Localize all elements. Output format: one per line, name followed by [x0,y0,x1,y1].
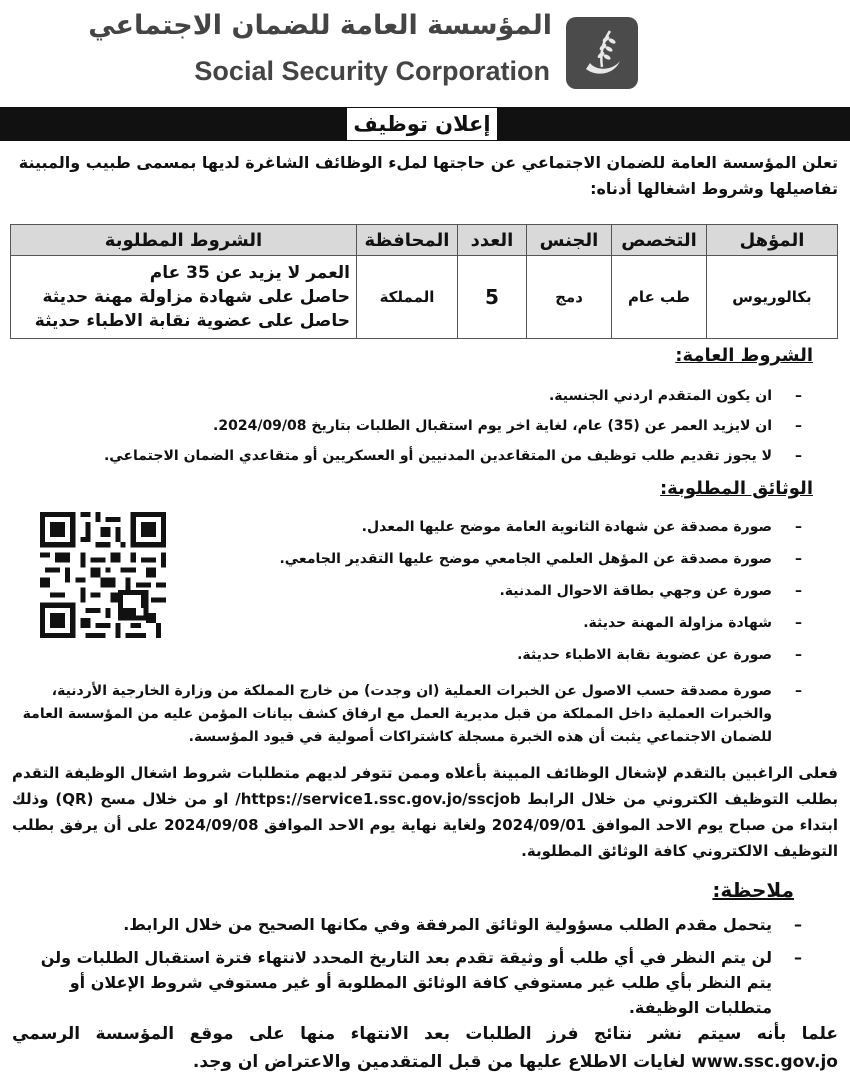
header-qualification: المؤهل [707,225,838,256]
cell-gender: دمج [527,256,612,339]
qr-code[interactable] [40,512,166,638]
org-name-english: Social Security Corporation [194,56,550,86]
org-name-arabic: المؤسسة العامة للضمان الاجتماعي [88,10,552,41]
list-item: – صورة مصدقة عن شهادة الثانوية العامة موضح عليها المعدل. [361,519,802,535]
notes-heading: ملاحظة: [712,878,794,902]
ssc-logo-icon [566,17,638,89]
cell-governorate: المملكة [357,256,458,339]
table-row [11,256,838,339]
documents-heading: الوثائق المطلوبة: [659,478,813,499]
list-item: – يتحمل مقدم الطلب مسؤولية الوثائق المرفقة وفي مكانها الصحيح من خلال الرابط. [123,915,802,934]
list-item: – لن يتم النظر في أي طلب أو وثيقة تقدم بعد التاريخ المحدد لانتهاء فترة استقبال الطلبات ولن يتم النظر بأي طلب غير مستوفي كافة الوثائق المطلوبة أو غير مستوفي شروط الإعلان أو متطلبات الوظيفة. [40,948,802,1017]
list-item: – لا يجوز تقديم طلب توظيف من المتقاعدين المدنيين أو العسكريين أو متقاعدي الضمان الاجتماعي. [103,448,802,464]
header-specialty: التخصص [612,225,707,256]
list-item: – صورة عن وجهي بطاقة الاحوال المدنية. [499,583,802,599]
list-item: – صورة مصدقة عن المؤهل العلمي الجامعي موضح عليها التقدير الجامعي. [279,551,802,567]
closing-note: علما بأنه سيتم نشر نتائج فرز الطلبات بعد الانتهاء منها على موقع المؤسسة الرسمي www.ssc.gov.jo لغايات الاطلاع عليها من قبل المتقدمين والاعتراض ان وجد. [12,1024,838,1072]
requirement-line: حاصل على شهادة مزاولة مهنة حديثة [42,287,350,307]
page-header [0,0,850,105]
intro-text: تعلن المؤسسة العامة للضمان الاجتماعي عن حاجتها لملء الوظائف الشاغرة لديها بمسمى طبيب والمبينة تفاصيلها وشروط اشغالها أدناه: [18,153,838,198]
header-count: العدد [458,225,527,256]
notes-list [12,912,802,1028]
cell-specialty: طب عام [612,256,707,339]
general-conditions-heading: الشروط العامة: [675,345,813,366]
requirement-line: حاصل على عضوية نقابة الاطباء حديثة [34,311,350,331]
documents-list-extra [12,680,802,749]
header-requirements: الشروط المطلوبة [11,225,357,256]
requirement-line: العمر لا يزيد عن 35 عام [149,263,350,283]
table-header-row [11,225,838,256]
page-title: إعلان توظيف [347,108,497,140]
header-governorate: المحافظة [357,225,458,256]
cell-requirements [11,256,357,339]
cell-qualification: بكالوريوس [707,256,838,339]
list-item: – ان يكون المتقدم اردني الجنسية. [548,388,802,404]
list-item: – صورة مصدقة حسب الاصول عن الخبرات العملية (ان وجدت) من خارج المملكة من وزارة الخارجية الأردنية، والخبرات العملية داخل المملكة من قبل مديرية العمل مع ارفاق كشف بيانات المؤمن عليه من المؤسسة العامة للضمان الاجتماعي يثبت أن هذه الخبرة مسجلة كاشتراكات أصولية في قيود المؤسسة. [22,683,802,745]
documents-list [190,516,802,676]
cell-count: 5 [458,256,527,339]
header-gender: الجنس [527,225,612,256]
jobs-table [10,224,838,339]
list-item: – صورة عن عضوية نقابة الاطباء حديثة. [517,647,802,663]
list-item: – ان لايزيد العمر عن (35) عام، لغاية اخر يوم استقبال الطلبات بتاريخ 2024/09/08. [213,418,802,434]
list-item: – شهادة مزاولة المهنة حديثة. [583,615,802,631]
general-conditions-list [12,385,802,475]
apply-instructions: فعلى الراغبين بالتقدم لإشغال الوظائف المبينة بأعلاه وممن تتوفر لديهم متطلبات شروط اشغال الوظيفة التقدم بطلب التوظيف الكتروني من خلال الرابط https://service1.ssc.gov.jo/sscjob/ او من خلال مسح (QR) وذلك ابتداء من صباح يوم الاحد الموافق 2024/09/01 ولغاية نهاية يوم الاحد الموافق 2024/09/08 على أن يرفق بطلب التوظيف الالكتروني كافة الوثائق المطلوبة. [12,764,839,860]
